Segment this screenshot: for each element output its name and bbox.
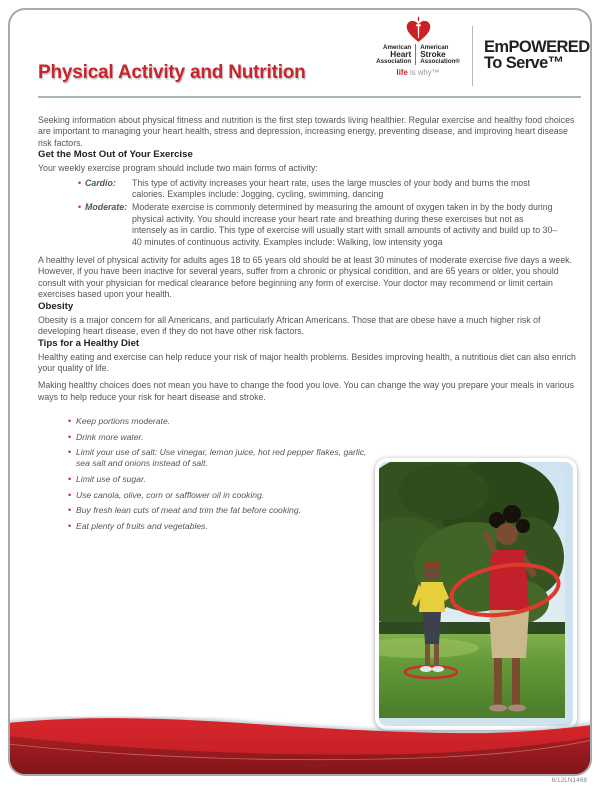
exercise-heading: Get the Most Out of Your Exercise — [38, 149, 193, 161]
diet-heading: Tips for a Healthy Diet — [38, 337, 140, 349]
document-code: 6/12LN1468 — [551, 777, 587, 784]
tip-text: Use canola, olive, corn or safflower oil in cooking. — [76, 489, 265, 500]
list-item — [68, 432, 581, 443]
moderate-text: Moderate exercise is commonly determined by measuring the amount of oxygen taken in by the body during physical activity. You should increase your heart rate and breathing during these exercises but not as intensely as in cardio. This type of exercise will usually start with small amounts of activity and build up to 30–40 minutes of continuous activity. Examples include: Walking, low intensity yoga — [132, 202, 558, 247]
hula-hoop-photo — [375, 458, 577, 730]
heart-assoc-line2: Heart — [390, 50, 412, 59]
bullet-icon: • — [68, 447, 72, 458]
empowered-line1: EmPOWERED — [484, 38, 590, 56]
moderate-label: Moderate: — [85, 202, 128, 213]
tip-text: Eat plenty of fruits and vegetables. — [76, 520, 208, 531]
diet-paragraph-2: Making healthy choices does not mean you have to change the food you love. You can change the way you prepare your meals in various ways to help reduce your risk for heart disease and stroke. — [38, 380, 574, 402]
bullet-icon: • — [68, 431, 72, 442]
aha-asa-logo — [362, 16, 474, 77]
heart-torch-icon — [405, 16, 432, 43]
life-is-why-tagline — [362, 68, 474, 77]
list-item — [68, 416, 581, 427]
association-names — [362, 44, 474, 65]
exercise-closing-paragraph: A healthy level of physical activity for adults ages 18 to 65 years old should be at least 30 minutes of moderate exercise five days a week. However, if you have been inactive for several years, suffer from a chronic or physical condition, and are 65 years or older, you should consult with your physician for medical clearance before beginning any form of exercise. Your doctor may recommend or limit certain exercises based upon your health. — [38, 255, 572, 300]
heart-assoc-line1: American — [383, 44, 412, 51]
tip-text: Drink more water. — [76, 431, 144, 442]
tip-text: Limit use of sugar. — [76, 473, 146, 484]
obesity-paragraph: Obesity is a major concern for all Americans, and particularly African Americans. Those that are obese have a much higher risk of developing heart disease, even if they do not have other risk factors. — [38, 314, 541, 337]
stroke-association-name — [415, 44, 460, 65]
obesity-heading: Obesity — [38, 300, 74, 312]
empowered-line2: To Serve™ — [484, 53, 564, 72]
page-title: Physical Activity and Nutrition — [38, 62, 306, 83]
heart-association-name — [376, 44, 415, 65]
stroke-assoc-line1: American — [420, 44, 449, 51]
bullet-icon: • — [78, 177, 82, 188]
bullet-icon: • — [78, 202, 82, 213]
heart-assoc-line3: Association — [376, 58, 412, 65]
cardio-text: This type of activity increases your heart rate, uses the large muscles of your body and burns the most calories. Examples include: Jogging, cycling, swimming, dancing — [132, 177, 531, 200]
document-card — [8, 8, 592, 776]
bullet-icon: • — [68, 520, 72, 531]
cardio-label: Cardio: — [85, 177, 116, 188]
stroke-assoc-line3: Association® — [420, 58, 460, 65]
header — [10, 10, 590, 106]
exercise-lead: Your weekly exercise program should include two main forms of activity: — [38, 163, 318, 174]
tip-text: Buy fresh lean cuts of meat and trim the fat before cooking. — [76, 505, 301, 516]
title-divider — [38, 96, 581, 98]
tagline-rest: is why™ — [407, 68, 440, 77]
intro-paragraph: Seeking information about physical fitness and nutrition is the first step towards living healthier. Regular exercise and healthy food choices are important to managing your heart health, stress and depression, increasing energy, preventing disease, and improving heart disease risk factors. — [38, 115, 575, 148]
tagline-life: life — [396, 68, 408, 77]
tip-text: Limit your use of salt: Use vinegar, lemon juice, hot red pepper flakes, garlic, sea salt and onions instead of salt. — [76, 447, 367, 469]
logo-vertical-divider — [472, 26, 473, 86]
tip-text: Keep portions moderate. — [76, 416, 171, 427]
diet-paragraph-1: Healthy eating and exercise can help reduce your risk of major health problems. Besides improving health, a nutritious diet can also enrich your quality of life. — [38, 351, 576, 373]
list-item — [38, 178, 581, 201]
list-item — [38, 202, 581, 248]
bullet-icon: • — [68, 505, 72, 516]
footer-wave-graphic — [8, 713, 592, 775]
bullet-icon: • — [68, 416, 72, 427]
stroke-assoc-line2: Stroke — [420, 50, 446, 59]
empowered-to-serve-wordmark — [484, 40, 590, 71]
bullet-icon: • — [68, 473, 72, 484]
exercise-types-list — [38, 178, 581, 248]
bullet-icon: • — [68, 489, 72, 500]
